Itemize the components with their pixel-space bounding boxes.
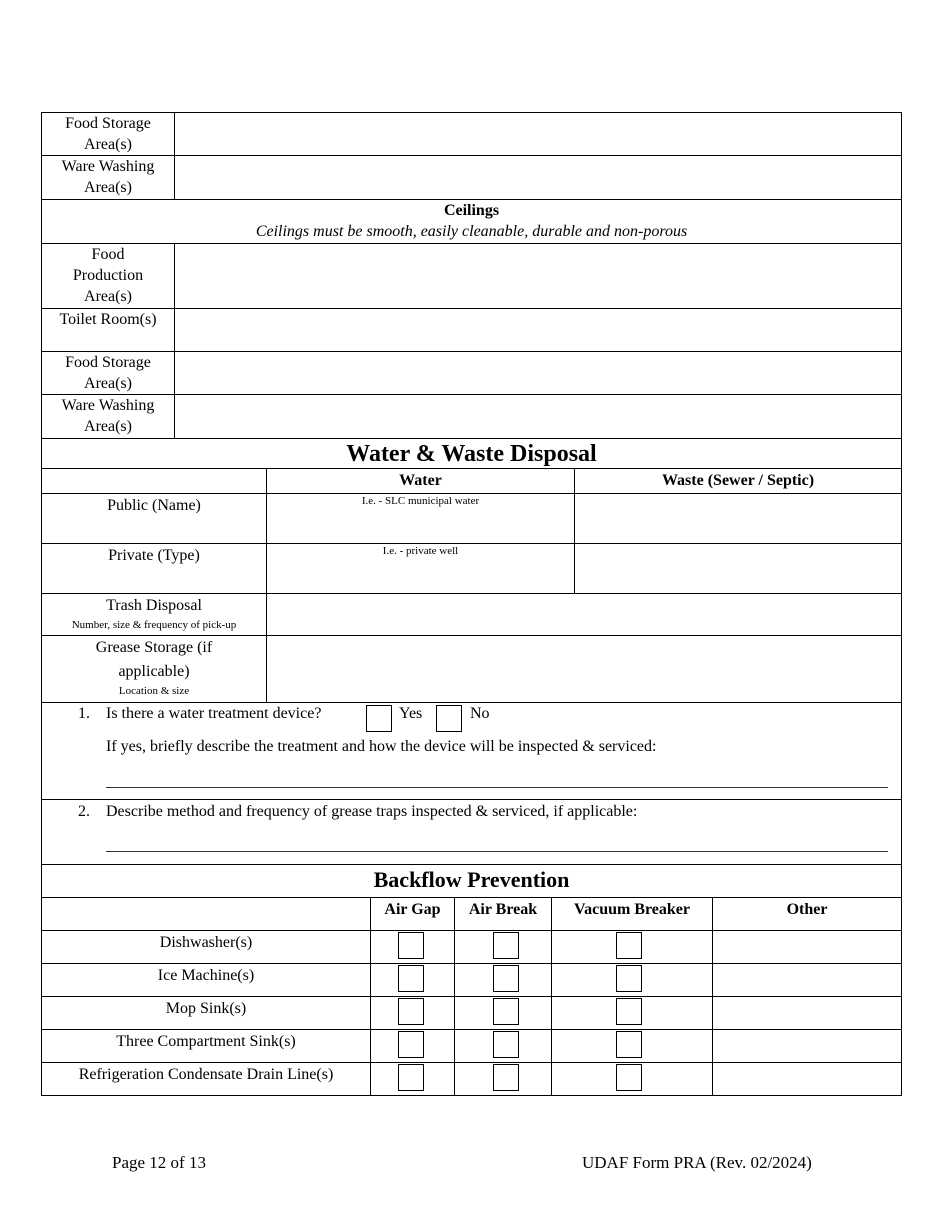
trash-disposal-hint: Number, size & frequency of pick-up <box>71 619 237 631</box>
q2-answer-line[interactable] <box>106 851 888 852</box>
ice-machine-air-gap-checkbox[interactable] <box>398 965 424 992</box>
trash-disposal-input[interactable] <box>267 594 901 635</box>
q1-no-label: No <box>470 705 490 722</box>
q1-yes-label: Yes <box>399 705 423 722</box>
col-air-gap: Air Gap <box>384 901 441 918</box>
row-ice-machine: Ice Machine(s) <box>157 967 255 984</box>
refrigeration-air-break-checkbox[interactable] <box>493 1064 519 1091</box>
q2-text: Describe method and frequency of grease traps inspected & serviced, if applicable: <box>106 803 638 820</box>
grease-storage-hint: Location & size <box>118 685 190 697</box>
col-vacuum-breaker: Vacuum Breaker <box>574 901 690 918</box>
q1-answer-line[interactable] <box>106 787 888 788</box>
ware-washing-ceiling-input[interactable] <box>175 395 901 438</box>
food-production-ceiling-input[interactable] <box>175 244 901 308</box>
row-three-compartment-sink: Three Compartment Sink(s) <box>116 1033 296 1050</box>
row-refrigeration-condensate: Refrigeration Condensate Drain Line(s) <box>78 1066 334 1083</box>
public-waste-input[interactable] <box>575 494 901 543</box>
food-storage-input[interactable] <box>175 113 901 155</box>
row-dishwasher: Dishwasher(s) <box>159 934 253 951</box>
page-number: Page 12 of 13 <box>112 1153 206 1172</box>
col-other: Other <box>786 901 828 918</box>
row-label-food-production: Food Production Area(s) <box>72 246 144 305</box>
three-compartment-air-break-checkbox[interactable] <box>493 1031 519 1058</box>
private-type-label: Private (Type) <box>108 547 200 564</box>
grease-storage-label-2: applicable) <box>118 663 190 680</box>
row-label-ware-washing-ceiling: Ware Washing Area(s) <box>61 397 155 435</box>
refrigeration-vacuum-breaker-checkbox[interactable] <box>616 1064 642 1091</box>
three-compartment-vacuum-breaker-checkbox[interactable] <box>616 1031 642 1058</box>
q1-number: 1. <box>78 705 90 722</box>
row-label-food-storage: Food Storage Area(s) <box>65 115 151 153</box>
three-compartment-other-input[interactable] <box>713 1030 901 1062</box>
three-compartment-air-gap-checkbox[interactable] <box>398 1031 424 1058</box>
private-waste-input[interactable] <box>575 544 901 593</box>
refrigeration-other-input[interactable] <box>713 1063 901 1095</box>
ceilings-title: Ceilings <box>443 202 500 219</box>
mop-sink-vacuum-breaker-checkbox[interactable] <box>616 998 642 1025</box>
dishwasher-air-gap-checkbox[interactable] <box>398 932 424 959</box>
q1-no-checkbox[interactable] <box>436 705 462 732</box>
grease-storage-label-1: Grease Storage (if <box>95 639 213 656</box>
q1-followup-text: If yes, briefly describe the treatment and how the device will be inspected & serviced: <box>106 738 657 755</box>
q1-text: Is there a water treatment device? <box>106 705 322 722</box>
row-label-toilet-room: Toilet Room(s) <box>59 311 157 328</box>
dishwasher-vacuum-breaker-checkbox[interactable] <box>616 932 642 959</box>
backflow-title: Backflow Prevention <box>373 867 570 892</box>
ice-machine-other-input[interactable] <box>713 964 901 996</box>
food-storage-ceiling-input[interactable] <box>175 352 901 394</box>
waste-column-header: Waste (Sewer / Septic) <box>661 472 815 489</box>
row-mop-sink: Mop Sink(s) <box>165 1000 247 1017</box>
private-water-input[interactable] <box>267 558 574 593</box>
ice-machine-air-break-checkbox[interactable] <box>493 965 519 992</box>
form-id: UDAF Form PRA (Rev. 02/2024) <box>582 1153 812 1172</box>
row-label-food-storage-ceiling: Food Storage Area(s) <box>65 354 151 392</box>
refrigeration-air-gap-checkbox[interactable] <box>398 1064 424 1091</box>
mop-sink-other-input[interactable] <box>713 997 901 1029</box>
ceilings-note: Ceilings must be smooth, easily cleanable, durable and non-porous <box>255 223 688 240</box>
ware-washing-input[interactable] <box>175 156 901 199</box>
public-water-input[interactable] <box>267 508 574 543</box>
water-column-header: Water <box>399 472 442 489</box>
grease-storage-input[interactable] <box>267 636 901 702</box>
water-waste-title: Water & Waste Disposal <box>346 441 597 467</box>
row-label-ware-washing: Ware Washing Area(s) <box>61 158 155 196</box>
mop-sink-air-break-checkbox[interactable] <box>493 998 519 1025</box>
q2-number: 2. <box>78 803 90 820</box>
public-water-hint: I.e. - SLC municipal water <box>361 495 480 507</box>
private-water-hint: I.e. - private well <box>382 545 459 557</box>
ice-machine-vacuum-breaker-checkbox[interactable] <box>616 965 642 992</box>
toilet-room-ceiling-input[interactable] <box>175 309 901 351</box>
mop-sink-air-gap-checkbox[interactable] <box>398 998 424 1025</box>
dishwasher-air-break-checkbox[interactable] <box>493 932 519 959</box>
q1-yes-checkbox[interactable] <box>366 705 392 732</box>
dishwasher-other-input[interactable] <box>713 931 901 963</box>
trash-disposal-label: Trash Disposal <box>106 597 202 614</box>
col-air-break: Air Break <box>468 901 538 918</box>
public-name-label: Public (Name) <box>107 497 201 514</box>
